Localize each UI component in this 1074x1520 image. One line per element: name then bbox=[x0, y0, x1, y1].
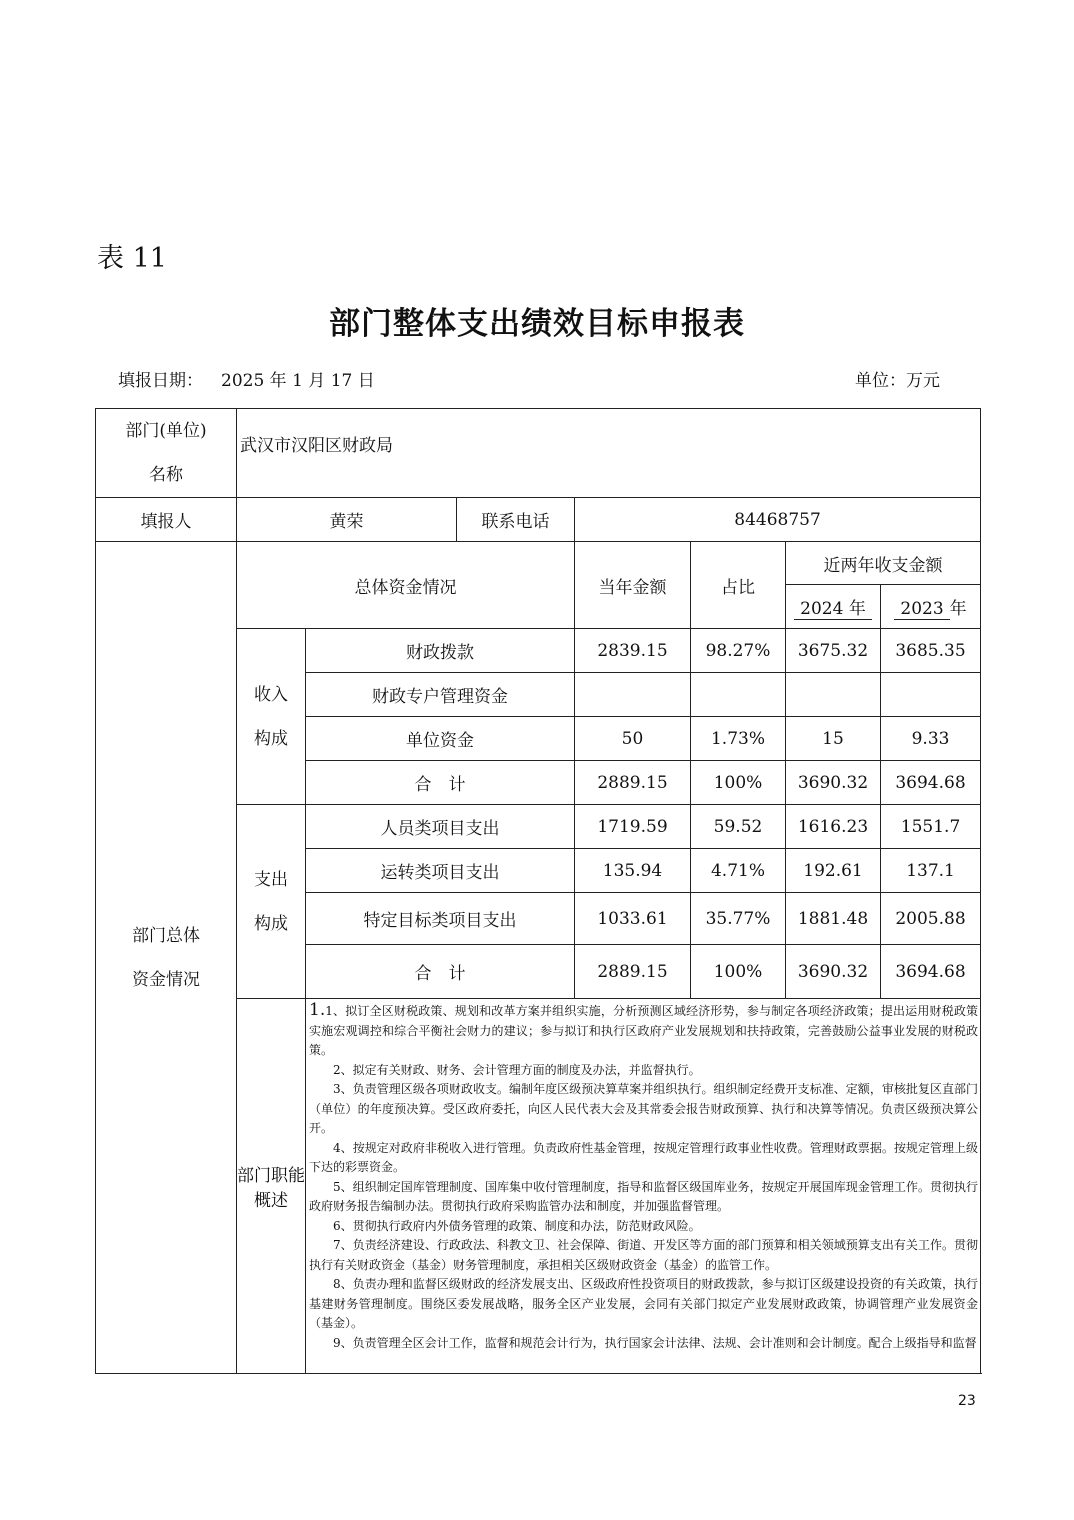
table-row: 合 计 2889.15 100% 3690.32 3694.68 bbox=[96, 945, 981, 999]
header-current: 当年金额 bbox=[575, 542, 691, 629]
reporter-name: 黄荣 bbox=[237, 498, 457, 542]
table-row: 特定目标类项目支出 1033.61 35.77% 1881.48 2005.88 bbox=[96, 893, 981, 945]
table-row: 财政专户管理资金 bbox=[96, 673, 981, 717]
fill-date-label: 填报日期： bbox=[118, 371, 203, 391]
duties-label: 部门职能概述 bbox=[237, 999, 306, 1374]
table-row: 运转类项目支出 135.94 4.71% 192.61 137.1 bbox=[96, 849, 981, 893]
phone-value: 84468757 bbox=[575, 498, 981, 542]
table-row: 单位资金 50 1.73% 15 9.33 bbox=[96, 717, 981, 761]
reporter-label: 填报人 bbox=[96, 498, 237, 542]
page-title: 部门整体支出绩效目标申报表 bbox=[329, 306, 745, 342]
table-row: 支出 构成 人员类项目支出 1719.59 59.52 1616.23 1551.7 bbox=[96, 805, 981, 849]
header-ratio: 占比 bbox=[691, 542, 786, 629]
table-row: 收入 构成 财政拨款 2839.15 98.27% 3675.32 3685.35 bbox=[96, 629, 981, 673]
page-number: 23 bbox=[958, 1393, 976, 1409]
unit-label: 单位：万元 bbox=[855, 371, 940, 391]
income-label: 收入 构成 bbox=[237, 629, 306, 805]
table-label: 表 11 bbox=[97, 243, 167, 274]
department-name-value: 武汉市汉阳区财政局 bbox=[237, 409, 981, 498]
performance-target-table bbox=[95, 408, 981, 1374]
department-name-label: 部门(单位) 名称 bbox=[96, 409, 237, 498]
header-overall: 总体资金情况 bbox=[237, 542, 575, 629]
expense-label: 支出 构成 bbox=[237, 805, 306, 999]
funds-section-label: 部门总体 资金情况 bbox=[96, 542, 237, 1374]
duties-text: 1.1、拟订全区财税政策、规划和改革方案并组织实施，分析预测区域经济形势，参与制定各项经济政策；提出运用财税政策实施宏观调控和综合平衡社会财力的建议；参与拟订和执行区政府产业发展规划和扶持政策，完善鼓励公益事业发展的财税政策。 2、拟定有关财政、财务、会计管理方面的制度及办法，并监督执行。 3、负责管理区级各项财政收支。编制年度区级预决算草案并组织执行。组织制定经费开支标准、定额，审核批复区直部门（单位）的年度预决算。受区政府委托，向区人民代表大会及其常委会报告财政预算、执行和决算等情况。负责区级预决算公开。 4、按规定对政府非税收入进行管理。负责政府性基金管理，按规定管理行政事业性收费。管理财政票据。按规定管理上级下达的彩票资金。 5、组织制定国库管理制度、国库集中收付管理制度，指导和监督区级国库业务，按规定开展国库现金管理工作。贯彻执行政府财务报告编制办法。贯彻执行政府采购监管办法和制度，并加强监督管理。 6、贯彻执行政府内外债务管理的政策、制度和办法，防范财政风险。 7、负责经济建设、行政政法、科教文卫、社会保障、街道、开发区等方面的部门预算和相关领域预算支出有关工作。贯彻执行有关财政资金（基金）财务管理制度，承担相关区级财政资金（基金）的监管工作。 8、负责办理和监督区级财政的经济发展支出、区级政府性投资项目的财政拨款，参与拟订区级建设投资的有关政策，执行基建财务管理制度。围绕区委发展战略，服务全区产业发展，会同有关部门拟定产业发展财政政策，协调管理产业发展资金（基金）。 9、负责管理全区会计工作，监督和规范会计行为，执行国家会计法律、法规、会计准则和会计制度。配合上级指导和监督 bbox=[306, 999, 981, 1374]
header-recent: 近两年收支金额 bbox=[786, 542, 981, 585]
fill-date-value: 2025 年 1 月 17 日 bbox=[221, 371, 375, 391]
header-year-2024: 2024 年 bbox=[786, 585, 881, 629]
header-year-2023: 2023 年 bbox=[881, 585, 981, 629]
phone-label: 联系电话 bbox=[457, 498, 575, 542]
table-row: 合 计 2889.15 100% 3690.32 3694.68 bbox=[96, 761, 981, 805]
